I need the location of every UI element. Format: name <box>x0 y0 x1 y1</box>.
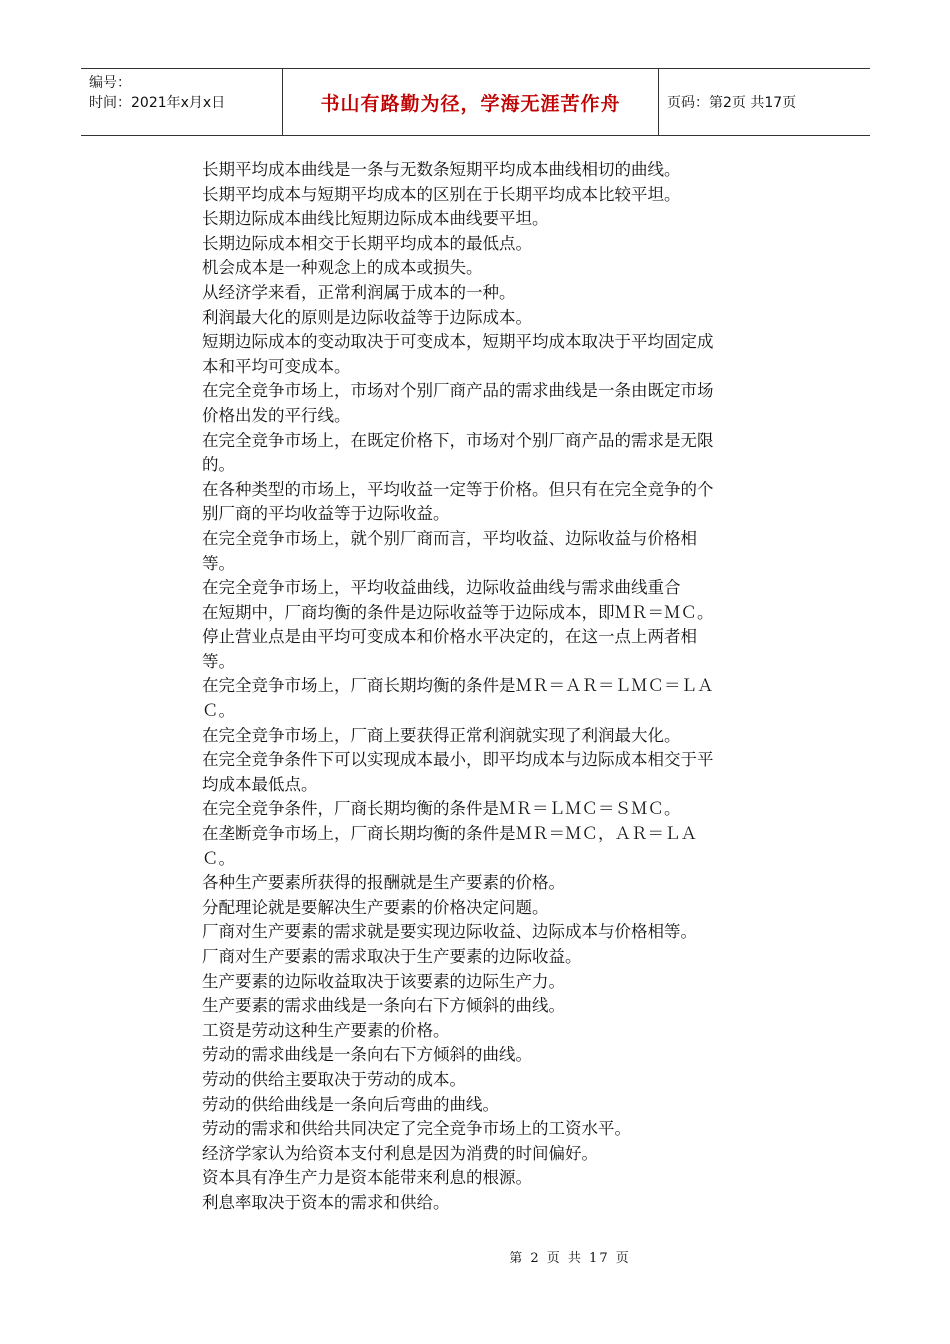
page-footer: 第 2 页 共 17 页 <box>509 1251 631 1266</box>
text-line: 利息率取决于资本的需求和供给。 <box>202 1192 450 1212</box>
text-line: 工资是劳动这种生产要素的价格。 <box>202 1020 450 1040</box>
page-header <box>81 68 870 136</box>
text-line: 的。 <box>202 455 235 475</box>
text-line: 资本具有净生产力是资本能带来利息的根源。 <box>202 1168 532 1188</box>
text-line: 长期平均成本与短期平均成本的区别在于长期平均成本比较平坦。 <box>202 184 681 204</box>
text-line: 在短期中，厂商均衡的条件是边际收益等于边际成本，即ＭＲ＝ＭＣ。 <box>202 602 714 622</box>
text-line: 长期平均成本曲线是一条与无数条短期平均成本曲线相切的曲线。 <box>202 160 681 179</box>
text-line: 等。 <box>202 651 235 671</box>
text-line: Ｃ。 <box>202 848 235 868</box>
date-label: 时间：2021年x月x日 <box>89 95 226 111</box>
text-line: 长期边际成本曲线比短期边际成本曲线要平坦。 <box>202 209 549 229</box>
text-line: 在完全竞争市场上，厂商上要获得正常利润就实现了利润最大化。 <box>202 725 681 745</box>
text-line: 劳动的供给曲线是一条向后弯曲的曲线。 <box>202 1094 499 1114</box>
text-line: 生产要素的边际收益取决于该要素的边际生产力。 <box>202 971 565 991</box>
text-line: 劳动的需求和供给共同决定了完全竞争市场上的工资水平。 <box>202 1119 631 1139</box>
text-line: 各种生产要素所获得的报酬就是生产要素的价格。 <box>202 873 565 893</box>
text-line: 在各种类型的市场上，平均收益一定等于价格。但只有在完全竞争的个 <box>202 479 714 499</box>
text-line: 停止营业点是由平均可变成本和价格水平决定的，在这一点上两者相 <box>202 627 697 647</box>
text-line: 机会成本是一种观念上的成本或损失。 <box>202 258 483 278</box>
text-line: 从经济学来看，正常利润属于成本的一种。 <box>202 282 516 302</box>
text-line: 在完全竞争条件，厂商长期均衡的条件是ＭＲ＝ＬＭＣ＝ＳＭＣ。 <box>202 799 681 819</box>
number-label: 编号： <box>89 75 131 91</box>
header-motto: 书山有路勤为径，学海无涯苦作舟 <box>283 69 659 135</box>
text-line: 在完全竞争市场上，厂商长期均衡的条件是ＭＲ＝ＡＲ＝ＬＭＣ＝ＬＡ <box>202 676 714 696</box>
text-line: 等。 <box>202 553 235 573</box>
text-line: 利润最大化的原则是边际收益等于边际成本。 <box>202 307 532 327</box>
text-line: 短期边际成本的变动取决于可变成本，短期平均成本取决于平均固定成 <box>202 332 714 352</box>
text-line: 价格出发的平行线。 <box>202 405 351 425</box>
text-line: 厂商对生产要素的需求取决于生产要素的边际收益。 <box>202 947 582 966</box>
text-line: 均成本最低点。 <box>202 774 318 794</box>
text-line: 在完全竞争市场上，平均收益曲线，边际收益曲线与需求曲线重合 <box>202 578 681 598</box>
text-line: 在垄断竞争市场上，厂商长期均衡的条件是ＭＲ＝ＭＣ，ＡＲ＝ＬＡ <box>202 824 697 844</box>
text-line: 生产要素的需求曲线是一条向右下方倾斜的曲线。 <box>202 996 565 1016</box>
header-page-number: 页码：第2页 共17页 <box>667 95 797 111</box>
text-line: 长期边际成本相交于长期平均成本的最低点。 <box>202 233 532 253</box>
text-line: 经济学家认为给资本支付利息是因为消费的时间偏好。 <box>202 1143 598 1163</box>
text-line: Ｃ。 <box>202 701 235 721</box>
text-line: 本和平均可变成本。 <box>202 356 351 376</box>
text-line: 在完全竞争市场上，市场对个别厂商产品的需求曲线是一条由既定市场 <box>202 381 714 401</box>
header-info <box>81 69 283 135</box>
text-line: 劳动的供给主要取决于劳动的成本。 <box>202 1069 466 1089</box>
text-line: 别厂商的平均收益等于边际收益。 <box>202 504 450 524</box>
text-line: 在完全竞争市场上，在既定价格下，市场对个别厂商产品的需求是无限 <box>202 430 714 450</box>
text-line: 厂商对生产要素的需求就是要实现边际收益、边际成本与价格相等。 <box>202 922 697 942</box>
text-line: 劳动的需求曲线是一条向右下方倾斜的曲线。 <box>202 1045 532 1065</box>
text-line: 在完全竞争条件下可以实现成本最小，即平均成本与边际成本相交于平 <box>202 750 714 770</box>
text-line: 在完全竞争市场上，就个别厂商而言，平均收益、边际收益与价格相 <box>202 528 697 548</box>
document-body <box>202 158 800 1216</box>
text-line: 分配理论就是要解决生产要素的价格决定问题。 <box>202 897 549 917</box>
